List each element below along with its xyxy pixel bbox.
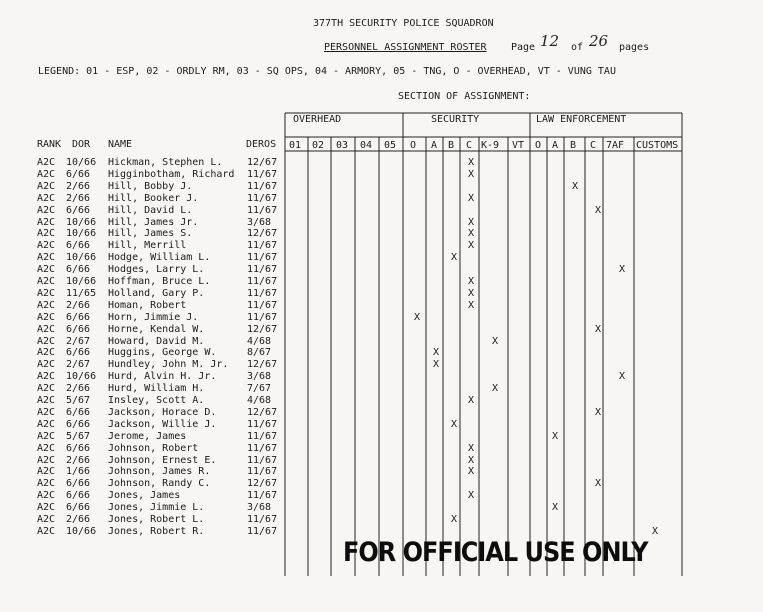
row-deros: 11/67	[247, 299, 278, 311]
row-rank: A2C	[37, 371, 56, 383]
row-rank: A2C	[37, 180, 56, 192]
table-row	[0, 455, 763, 467]
row-name: Jerome, James	[108, 430, 187, 442]
row-rank: A2C	[37, 466, 56, 478]
row-rank: A2C	[37, 252, 56, 264]
assignment-mark: X	[468, 192, 475, 204]
group-law-enforcement: LAW ENFORCEMENT	[536, 114, 627, 125]
table-row	[0, 252, 763, 264]
assignment-mark: X	[468, 299, 475, 311]
row-deros: 12/67	[247, 157, 278, 168]
row-dor: 6/66	[66, 323, 91, 335]
row-name: Hodge, William L.	[108, 252, 211, 264]
row-dor: 6/66	[66, 347, 91, 359]
row-rank: A2C	[37, 359, 56, 371]
col-overhead-04: 04	[360, 140, 373, 151]
col-rank: RANK	[37, 139, 62, 150]
col-deros: DEROS	[246, 139, 277, 150]
col-law-b: B	[570, 140, 577, 151]
row-rank: A2C	[37, 157, 56, 168]
row-dor: 5/67	[66, 395, 91, 406]
table-row	[0, 347, 763, 359]
row-deros: 11/67	[247, 204, 278, 216]
row-dor: 6/66	[66, 490, 91, 502]
col-overhead-02: 02	[312, 140, 325, 151]
row-dor: 10/66	[66, 371, 97, 383]
assignment-mark: X	[468, 466, 475, 478]
row-dor: 6/66	[66, 478, 91, 490]
row-rank: A2C	[37, 347, 56, 359]
legend: LEGEND: 01 - ESP, 02 - ORDLY RM, 03 - SQ OPS, 04 - ARMORY, 05 - TNG, O - OVERHEAD, VT - VUNG TAU	[38, 66, 616, 77]
group-overhead: OVERHEAD	[293, 114, 342, 125]
row-rank: A2C	[37, 406, 56, 418]
row-rank: A2C	[37, 525, 56, 537]
row-rank: A2C	[37, 287, 56, 299]
row-deros: 11/67	[247, 311, 278, 323]
row-name: Johnson, Randy C.	[108, 478, 211, 490]
section-label: SECTION OF ASSIGNMENT:	[398, 91, 531, 102]
row-deros: 11/67	[247, 192, 278, 204]
table-row	[0, 359, 763, 371]
table-row	[0, 324, 763, 336]
row-name: Hill, Booker J.	[108, 192, 199, 204]
row-deros: 3/68	[247, 502, 272, 514]
row-name: Jones, James	[108, 490, 181, 502]
row-name: Hill, James Jr.	[108, 216, 199, 228]
col-overhead-01: 01	[289, 140, 302, 151]
row-name: Hill, James S.	[108, 228, 193, 240]
assignment-mark: X	[468, 157, 475, 168]
assignment-mark: X	[652, 525, 659, 537]
row-name: Homan, Robert	[108, 299, 187, 311]
row-rank: A2C	[37, 264, 56, 276]
row-deros: 11/67	[247, 514, 278, 525]
assignment-mark: X	[492, 383, 499, 395]
row-dor: 2/66	[66, 383, 91, 395]
row-name: Horn, Jimmie J.	[108, 311, 199, 323]
col-security-b: B	[448, 140, 455, 151]
row-name: Hundley, John M. Jr.	[108, 359, 229, 371]
col-security-vt: VT	[512, 140, 525, 151]
row-name: Hill, Merrill	[108, 240, 187, 252]
assignment-mark: X	[451, 252, 458, 264]
row-deros: 11/67	[247, 442, 278, 454]
col-law-7af: 7AF	[606, 140, 625, 151]
row-rank: A2C	[37, 216, 56, 228]
row-deros: 11/67	[247, 252, 278, 264]
assignment-mark: X	[468, 395, 475, 406]
row-name: Jackson, Horace D.	[108, 406, 217, 418]
table-row	[0, 312, 763, 324]
row-deros: 4/68	[247, 395, 272, 406]
assignment-mark: X	[619, 371, 626, 383]
row-dor: 10/66	[66, 157, 97, 168]
row-dor: 6/66	[66, 418, 91, 430]
row-rank: A2C	[37, 490, 56, 502]
row-name: Howard, David M.	[108, 335, 205, 347]
row-name: Jones, Robert L.	[108, 514, 205, 525]
row-rank: A2C	[37, 478, 56, 490]
row-dor: 6/66	[66, 264, 91, 276]
row-rank: A2C	[37, 502, 56, 514]
assignment-mark: X	[468, 442, 475, 454]
row-name: Johnson, Ernest E.	[108, 454, 217, 466]
row-rank: A2C	[37, 454, 56, 466]
row-dor: 6/66	[66, 442, 91, 454]
row-name: Holland, Gary P.	[108, 287, 205, 299]
row-rank: A2C	[37, 204, 56, 216]
row-deros: 11/67	[247, 430, 278, 442]
assignment-mark: X	[433, 347, 440, 359]
row-deros: 11/67	[247, 525, 278, 537]
row-deros: 11/67	[247, 454, 278, 466]
row-dor: 6/66	[66, 502, 91, 514]
row-deros: 7/67	[247, 383, 272, 395]
assignment-mark: X	[595, 204, 602, 216]
table-row	[0, 407, 763, 419]
row-rank: A2C	[37, 240, 56, 252]
row-name: Hurd, William H.	[108, 383, 205, 395]
row-dor: 6/66	[66, 311, 91, 323]
assignment-mark: X	[451, 418, 458, 430]
row-deros: 12/67	[247, 478, 278, 490]
table-row	[0, 157, 763, 169]
row-dor: 5/67	[66, 430, 91, 442]
page-label: Page	[511, 42, 536, 53]
row-name: Horne, Kendal W.	[108, 323, 205, 335]
row-name: Hoffman, Bruce L.	[108, 276, 211, 287]
row-deros: 3/68	[247, 216, 272, 228]
row-deros: 11/67	[247, 168, 278, 180]
table-row	[0, 217, 763, 229]
unit-title: 377TH SECURITY POLICE SQUADRON	[313, 18, 494, 29]
row-name: Hill, David L.	[108, 204, 193, 216]
table-row	[0, 466, 763, 478]
row-deros: 4/68	[247, 335, 272, 347]
table-row	[0, 336, 763, 348]
col-name: NAME	[108, 139, 133, 150]
row-dor: 2/66	[66, 299, 91, 311]
row-dor: 11/65	[66, 287, 97, 299]
row-rank: A2C	[37, 514, 56, 525]
page-total: 26	[589, 32, 609, 50]
assignment-mark: X	[414, 311, 421, 323]
col-law-a: A	[552, 140, 559, 151]
table-row	[0, 502, 763, 514]
col-overhead-03: 03	[336, 140, 349, 151]
table-row	[0, 300, 763, 312]
col-security-k9: K-9	[481, 140, 500, 151]
row-dor: 2/66	[66, 180, 91, 192]
col-security-a: A	[431, 140, 438, 151]
table-row	[0, 228, 763, 240]
row-dor: 1/66	[66, 466, 91, 478]
assignment-mark: X	[433, 359, 440, 371]
row-deros: 11/67	[247, 490, 278, 502]
table-row	[0, 264, 763, 276]
table-row	[0, 371, 763, 383]
col-overhead-05: 05	[384, 140, 397, 151]
row-rank: A2C	[37, 168, 56, 180]
row-name: Johnson, Robert	[108, 442, 199, 454]
row-deros: 11/67	[247, 418, 278, 430]
assignment-mark: X	[468, 228, 475, 240]
row-rank: A2C	[37, 430, 56, 442]
assignment-mark: X	[451, 514, 458, 525]
row-dor: 10/66	[66, 228, 97, 240]
row-deros: 11/67	[247, 240, 278, 252]
row-dor: 10/66	[66, 216, 97, 228]
table-row	[0, 240, 763, 252]
table-row	[0, 431, 763, 443]
row-rank: A2C	[37, 442, 56, 454]
col-law-c: C	[590, 140, 597, 151]
row-rank: A2C	[37, 276, 56, 287]
row-name: Johnson, James R.	[108, 466, 211, 478]
group-security: SECURITY	[431, 114, 480, 125]
row-deros: 11/67	[247, 287, 278, 299]
row-deros: 3/68	[247, 371, 272, 383]
row-name: Hurd, Alvin H. Jr.	[108, 371, 217, 383]
assignment-mark: X	[595, 478, 602, 490]
row-name: Jones, Robert R.	[108, 525, 205, 537]
row-dor: 2/67	[66, 335, 91, 347]
page-number: 12	[540, 32, 560, 50]
row-rank: A2C	[37, 192, 56, 204]
roster-title: PERSONNEL ASSIGNMENT ROSTER	[324, 42, 487, 53]
table-row	[0, 490, 763, 502]
assignment-mark: X	[468, 168, 475, 180]
row-deros: 12/67	[247, 359, 278, 371]
col-dor: DOR	[72, 139, 91, 150]
row-rank: A2C	[37, 228, 56, 240]
table-row	[0, 383, 763, 395]
assignment-mark: X	[552, 430, 559, 442]
table-row	[0, 193, 763, 205]
row-rank: A2C	[37, 299, 56, 311]
table-row	[0, 443, 763, 455]
table-row	[0, 181, 763, 193]
row-deros: 12/67	[247, 406, 278, 418]
row-name: Hodges, Larry L.	[108, 264, 205, 276]
row-dor: 2/66	[66, 454, 91, 466]
row-dor: 6/66	[66, 406, 91, 418]
table-row	[0, 288, 763, 300]
row-dor: 2/67	[66, 359, 91, 371]
assignment-mark: X	[468, 216, 475, 228]
table-row	[0, 276, 763, 288]
row-dor: 6/66	[66, 204, 91, 216]
row-dor: 2/66	[66, 192, 91, 204]
row-name: Higginbotham, Richard	[108, 168, 235, 180]
row-deros: 12/67	[247, 228, 278, 240]
row-dor: 2/66	[66, 514, 91, 525]
assignment-mark: X	[468, 287, 475, 299]
assignment-mark: X	[468, 240, 475, 252]
assignment-mark: X	[468, 454, 475, 466]
row-deros: 11/67	[247, 466, 278, 478]
row-rank: A2C	[37, 335, 56, 347]
row-deros: 11/67	[247, 180, 278, 192]
row-dor: 6/66	[66, 240, 91, 252]
row-rank: A2C	[37, 418, 56, 430]
row-deros: 12/67	[247, 323, 278, 335]
assignment-mark: X	[552, 502, 559, 514]
row-dor: 10/66	[66, 252, 97, 264]
row-name: Huggins, George W.	[108, 347, 217, 359]
table-row	[0, 169, 763, 181]
row-rank: A2C	[37, 395, 56, 406]
of-label: of	[571, 42, 584, 53]
table-row	[0, 478, 763, 490]
row-rank: A2C	[37, 323, 56, 335]
row-dor: 10/66	[66, 525, 97, 537]
row-dor: 6/66	[66, 168, 91, 180]
row-name: Jones, Jimmie L.	[108, 502, 205, 514]
official-use-stamp: FOR OFFICIAL USE ONLY	[343, 536, 648, 568]
row-deros: 11/67	[247, 264, 278, 276]
pages-label: pages	[619, 42, 650, 53]
col-law-customs: CUSTOMS	[636, 140, 679, 151]
row-deros: 11/67	[247, 276, 278, 287]
assignment-mark: X	[619, 264, 626, 276]
assignment-mark: X	[468, 490, 475, 502]
assignment-mark: X	[468, 276, 475, 287]
row-name: Hill, Bobby J.	[108, 180, 193, 192]
row-rank: A2C	[37, 383, 56, 395]
row-deros: 8/67	[247, 347, 272, 359]
row-name: Jackson, Willie J.	[108, 418, 217, 430]
row-dor: 10/66	[66, 276, 97, 287]
assignment-mark: X	[595, 323, 602, 335]
table-row	[0, 419, 763, 431]
row-name: Insley, Scott A.	[108, 395, 205, 406]
col-security-o: O	[410, 140, 417, 151]
col-law-o: O	[535, 140, 542, 151]
table-row	[0, 395, 763, 407]
table-row	[0, 205, 763, 217]
row-rank: A2C	[37, 311, 56, 323]
table-row	[0, 514, 763, 526]
assignment-mark: X	[492, 335, 499, 347]
row-name: Hickman, Stephen L.	[108, 157, 223, 168]
col-security-c: C	[466, 140, 473, 151]
assignment-mark: X	[572, 180, 579, 192]
assignment-mark: X	[595, 406, 602, 418]
